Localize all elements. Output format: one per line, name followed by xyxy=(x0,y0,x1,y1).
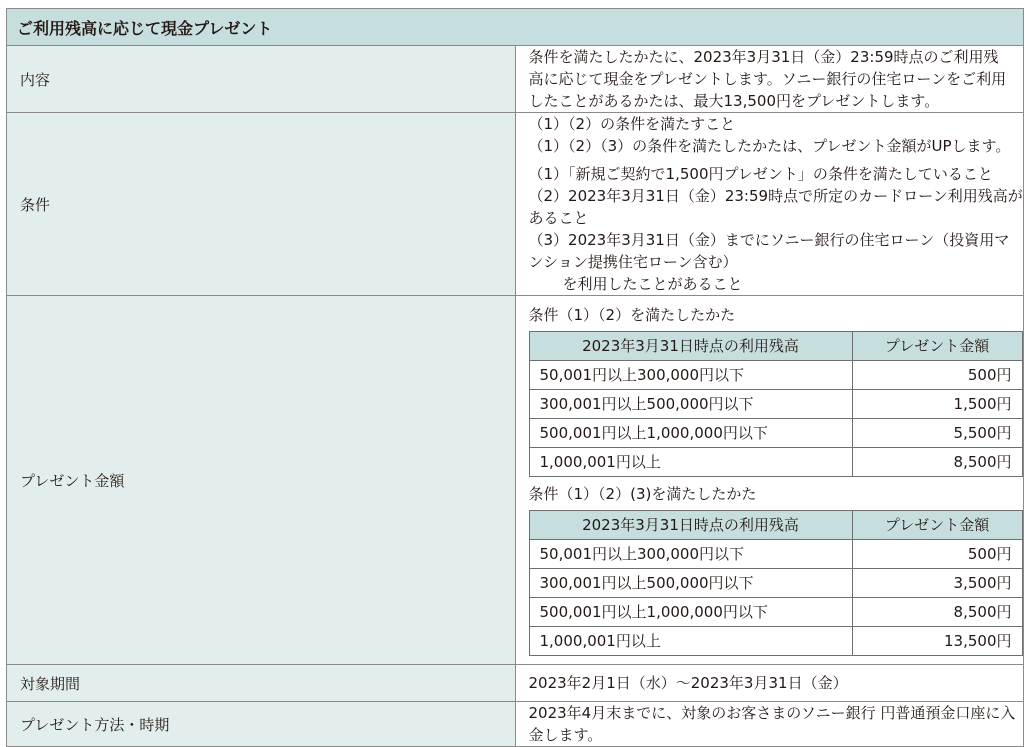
table-row xyxy=(529,448,1022,477)
hoho-text: 2023年4月末までに、対象のお客さまのソニー銀行 円普通預金口座に入金します。 xyxy=(515,702,1024,747)
amount-cell: 500円 xyxy=(852,361,1022,390)
row-label-present: プレゼント金額 xyxy=(7,296,516,665)
table-row-naiyo xyxy=(7,46,1024,113)
joken-intro-2: （1）（2）（3）の条件を満たしたかたは、プレゼント金額がUPします。 xyxy=(528,137,1011,155)
table-row xyxy=(529,419,1022,448)
balance-range-cell: 1,000,001円以上 xyxy=(529,627,852,656)
amount-cell: 500円 xyxy=(852,540,1022,569)
amount-cell: 8,500円 xyxy=(852,448,1022,477)
joken-content xyxy=(515,113,1024,296)
amount-cell: 3,500円 xyxy=(852,569,1022,598)
present-table-2-col-amount: プレゼント金額 xyxy=(852,511,1022,540)
amount-cell: 1,500円 xyxy=(852,390,1022,419)
table-row xyxy=(529,540,1022,569)
present-table-2 xyxy=(529,510,1023,656)
present-table-1 xyxy=(529,331,1023,477)
table-row xyxy=(529,390,1022,419)
amount-cell: 5,500円 xyxy=(852,419,1022,448)
joken-item-1: （1）「新規ご契約で1,500円プレゼント」の条件を満たしていること xyxy=(528,165,993,183)
table-row-joken xyxy=(7,113,1024,296)
amount-cell: 8,500円 xyxy=(852,598,1022,627)
table-row-present xyxy=(7,296,1024,665)
joken-item-2: （2）2023年3月31日（金）23:59時点で所定のカードローン利用残高があること xyxy=(528,187,1023,227)
present-content xyxy=(515,296,1024,665)
present-table-1-col-amount: プレゼント金額 xyxy=(852,332,1022,361)
row-label-hoho: プレゼント方法・時期 xyxy=(7,702,516,747)
balance-range-cell: 50,001円以上300,000円以下 xyxy=(529,361,852,390)
present-table-1-col-balance: 2023年3月31日時点の利用残高 xyxy=(529,332,852,361)
balance-range-cell: 500,001円以上1,000,000円以下 xyxy=(529,598,852,627)
joken-item-3-continued: を利用したことがあること xyxy=(562,275,743,293)
table-row xyxy=(529,361,1022,390)
balance-range-cell: 50,001円以上300,000円以下 xyxy=(529,540,852,569)
joken-intro-1: （1）（2）の条件を満たすこと xyxy=(528,115,736,133)
campaign-table-wrapper xyxy=(6,8,1024,747)
campaign-table xyxy=(6,8,1024,747)
balance-range-cell: 300,001円以上500,000円以下 xyxy=(529,569,852,598)
balance-range-cell: 500,001円以上1,000,000円以下 xyxy=(529,419,852,448)
table-row xyxy=(529,569,1022,598)
table-row-kikan xyxy=(7,665,1024,702)
kikan-text: 2023年2月1日（水）～2023年3月31日（金） xyxy=(515,665,1024,702)
joken-item-3: （3）2023年3月31日（金）までにソニー銀行の住宅ローン（投資用マンション提携住宅ローン含む） xyxy=(528,231,1010,271)
balance-range-cell: 300,001円以上500,000円以下 xyxy=(529,390,852,419)
amount-cell: 13,500円 xyxy=(852,627,1022,656)
table-row xyxy=(529,627,1022,656)
present-table-1-heading: 条件（1）（2）を満たしたかた xyxy=(528,306,736,324)
row-label-joken: 条件 xyxy=(7,113,516,296)
present-table-2-heading: 条件（1）（2）(3)を満たしたかた xyxy=(528,485,757,503)
present-table-2-col-balance: 2023年3月31日時点の利用残高 xyxy=(529,511,852,540)
row-label-naiyo: 内容 xyxy=(7,46,516,113)
naiyo-content xyxy=(515,46,1024,113)
table-row-hoho xyxy=(7,702,1024,747)
balance-range-cell: 1,000,001円以上 xyxy=(529,448,852,477)
table-title: ご利用残高に応じて現金プレゼント xyxy=(7,9,1024,46)
table-row xyxy=(529,598,1022,627)
naiyo-text: 条件を満たしたかたに、2023年3月31日（金）23:59時点のご利用残高に応じて現金をプレゼントします。ソニー銀行の住宅ローンをご利用したことがあるかたは、最大13,500円をプレゼントします。 xyxy=(528,48,1007,110)
row-label-kikan: 対象期間 xyxy=(7,665,516,702)
